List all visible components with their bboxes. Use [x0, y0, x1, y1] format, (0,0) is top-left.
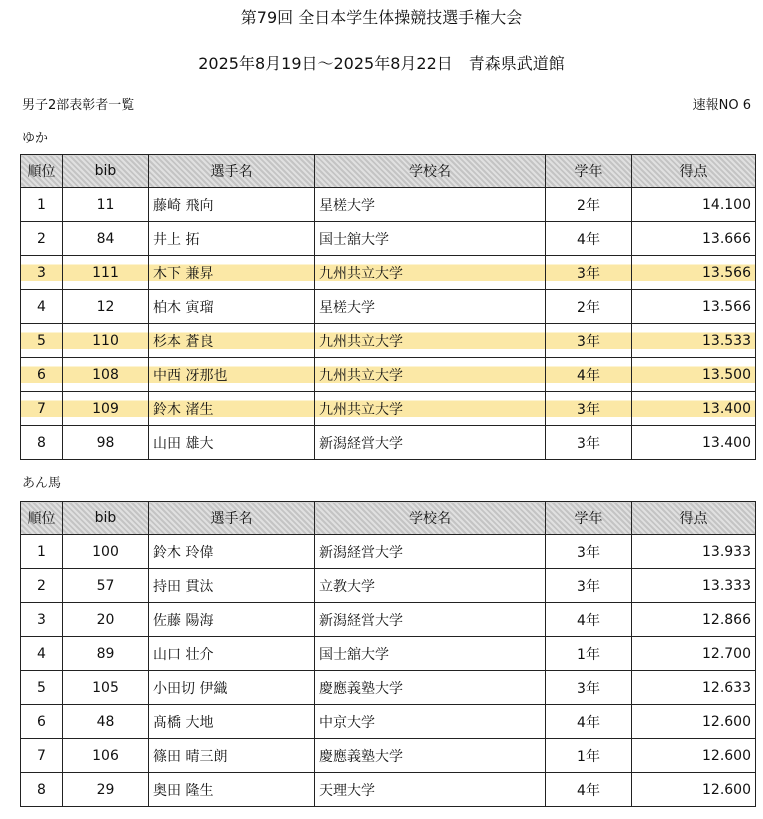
score-cell: 13.933 [632, 535, 756, 569]
athlete-name-cell: 木下 兼昇 [149, 256, 315, 290]
school-cell: 天理大学 [315, 773, 546, 807]
school-cell: 星槎大学 [315, 290, 546, 324]
table-row [21, 637, 756, 671]
athlete-name-cell: 小田切 伊織 [149, 671, 315, 705]
athlete-name-cell: 奥田 隆生 [149, 773, 315, 807]
school-cell: 星槎大学 [315, 188, 546, 222]
division-label: 男子2部表彰者一覧 [22, 98, 135, 113]
score-cell: 12.600 [632, 739, 756, 773]
report-number: 速報NO 6 [692, 98, 751, 113]
athlete-name-cell: 鈴木 玲偉 [149, 535, 315, 569]
bib-cell: 20 [63, 603, 149, 637]
col-header-rank: 順位 [21, 502, 63, 535]
table-row [21, 671, 756, 705]
score-cell: 13.533 [632, 324, 756, 358]
athlete-name-cell: 髙橋 大地 [149, 705, 315, 739]
rank-cell: 7 [21, 739, 63, 773]
floor-results-table [20, 154, 756, 460]
athlete-name-cell: 篠田 晴三朗 [149, 739, 315, 773]
table-body [21, 188, 756, 460]
athlete-name-cell: 柏木 寅瑠 [149, 290, 315, 324]
col-header-school: 学校名 [315, 502, 546, 535]
school-cell: 九州共立大学 [315, 256, 546, 290]
bib-cell: 109 [63, 392, 149, 426]
rank-cell: 6 [21, 705, 63, 739]
athlete-name-cell: 中西 冴那也 [149, 358, 315, 392]
table-row [21, 358, 756, 392]
rank-cell: 8 [21, 773, 63, 807]
school-cell: 慶應義塾大学 [315, 739, 546, 773]
table-header-row [21, 155, 756, 188]
document-title: 第79回 全日本学生体操競技選手権大会 [240, 8, 523, 27]
score-cell: 13.400 [632, 392, 756, 426]
rank-cell: 5 [21, 671, 63, 705]
score-cell: 13.400 [632, 426, 756, 460]
rank-cell: 7 [21, 392, 63, 426]
grade-cell: 1年 [546, 739, 632, 773]
event-label-pommel-horse: あん馬 [22, 476, 62, 491]
school-cell: 中京大学 [315, 705, 546, 739]
col-header-score: 得点 [632, 502, 756, 535]
score-cell: 13.666 [632, 222, 756, 256]
rank-cell: 6 [21, 358, 63, 392]
school-cell: 立教大学 [315, 569, 546, 603]
grade-cell: 2年 [546, 188, 632, 222]
school-cell: 国士舘大学 [315, 637, 546, 671]
rank-cell: 3 [21, 256, 63, 290]
athlete-name-cell: 杉本 蒼良 [149, 324, 315, 358]
table-row [21, 392, 756, 426]
athlete-name-cell: 山田 雄大 [149, 426, 315, 460]
col-header-name: 選手名 [149, 502, 315, 535]
bib-cell: 108 [63, 358, 149, 392]
col-header-score: 得点 [632, 155, 756, 188]
table-row [21, 705, 756, 739]
school-cell: 新潟経営大学 [315, 535, 546, 569]
athlete-name-cell: 山口 壮介 [149, 637, 315, 671]
school-cell: 慶應義塾大学 [315, 671, 546, 705]
table-row [21, 739, 756, 773]
school-cell: 国士舘大学 [315, 222, 546, 256]
athlete-name-cell: 鈴木 渚生 [149, 392, 315, 426]
col-header-bib: bib [63, 502, 149, 535]
athlete-name-cell: 藤崎 飛向 [149, 188, 315, 222]
bib-cell: 105 [63, 671, 149, 705]
grade-cell: 2年 [546, 290, 632, 324]
rank-cell: 4 [21, 290, 63, 324]
grade-cell: 4年 [546, 773, 632, 807]
table-row [21, 535, 756, 569]
score-cell: 14.100 [632, 188, 756, 222]
col-header-bib: bib [63, 155, 149, 188]
bib-cell: 12 [63, 290, 149, 324]
score-cell: 13.566 [632, 256, 756, 290]
col-header-school: 学校名 [315, 155, 546, 188]
grade-cell: 3年 [546, 256, 632, 290]
school-cell: 新潟経営大学 [315, 603, 546, 637]
bib-cell: 110 [63, 324, 149, 358]
athlete-name-cell: 井上 拓 [149, 222, 315, 256]
rank-cell: 1 [21, 535, 63, 569]
athlete-name-cell: 佐藤 陽海 [149, 603, 315, 637]
grade-cell: 3年 [546, 324, 632, 358]
rank-cell: 5 [21, 324, 63, 358]
score-cell: 13.333 [632, 569, 756, 603]
table-row [21, 569, 756, 603]
bib-cell: 11 [63, 188, 149, 222]
score-cell: 13.566 [632, 290, 756, 324]
col-header-name: 選手名 [149, 155, 315, 188]
rank-cell: 2 [21, 569, 63, 603]
table-row [21, 426, 756, 460]
school-cell: 九州共立大学 [315, 392, 546, 426]
grade-cell: 3年 [546, 671, 632, 705]
score-cell: 12.600 [632, 705, 756, 739]
bib-cell: 89 [63, 637, 149, 671]
bib-cell: 111 [63, 256, 149, 290]
score-cell: 12.866 [632, 603, 756, 637]
athlete-name-cell: 持田 貫汰 [149, 569, 315, 603]
grade-cell: 3年 [546, 426, 632, 460]
table-header-row [21, 502, 756, 535]
table-body [21, 535, 756, 807]
rank-cell: 8 [21, 426, 63, 460]
grade-cell: 4年 [546, 705, 632, 739]
score-cell: 12.700 [632, 637, 756, 671]
date-venue: 2025年8月19日～2025年8月22日 青森県武道館 [198, 54, 565, 73]
grade-cell: 3年 [546, 392, 632, 426]
rank-cell: 3 [21, 603, 63, 637]
school-cell: 九州共立大学 [315, 358, 546, 392]
col-header-grade: 学年 [546, 502, 632, 535]
table-row [21, 290, 756, 324]
table-row [21, 603, 756, 637]
score-cell: 12.633 [632, 671, 756, 705]
table-row [21, 256, 756, 290]
bib-cell: 100 [63, 535, 149, 569]
table-row [21, 222, 756, 256]
table-row [21, 773, 756, 807]
school-cell: 九州共立大学 [315, 324, 546, 358]
grade-cell: 3年 [546, 569, 632, 603]
grade-cell: 4年 [546, 358, 632, 392]
event-label-floor: ゆか [22, 131, 49, 146]
bib-cell: 98 [63, 426, 149, 460]
bib-cell: 106 [63, 739, 149, 773]
grade-cell: 4年 [546, 603, 632, 637]
school-cell: 新潟経営大学 [315, 426, 546, 460]
score-cell: 12.600 [632, 773, 756, 807]
table-row [21, 188, 756, 222]
rank-cell: 4 [21, 637, 63, 671]
grade-cell: 4年 [546, 222, 632, 256]
grade-cell: 3年 [546, 535, 632, 569]
score-cell: 13.500 [632, 358, 756, 392]
table-row [21, 324, 756, 358]
rank-cell: 1 [21, 188, 63, 222]
bib-cell: 48 [63, 705, 149, 739]
bib-cell: 84 [63, 222, 149, 256]
bib-cell: 57 [63, 569, 149, 603]
col-header-grade: 学年 [546, 155, 632, 188]
pommel-horse-results-table [20, 501, 756, 807]
grade-cell: 1年 [546, 637, 632, 671]
rank-cell: 2 [21, 222, 63, 256]
bib-cell: 29 [63, 773, 149, 807]
col-header-rank: 順位 [21, 155, 63, 188]
